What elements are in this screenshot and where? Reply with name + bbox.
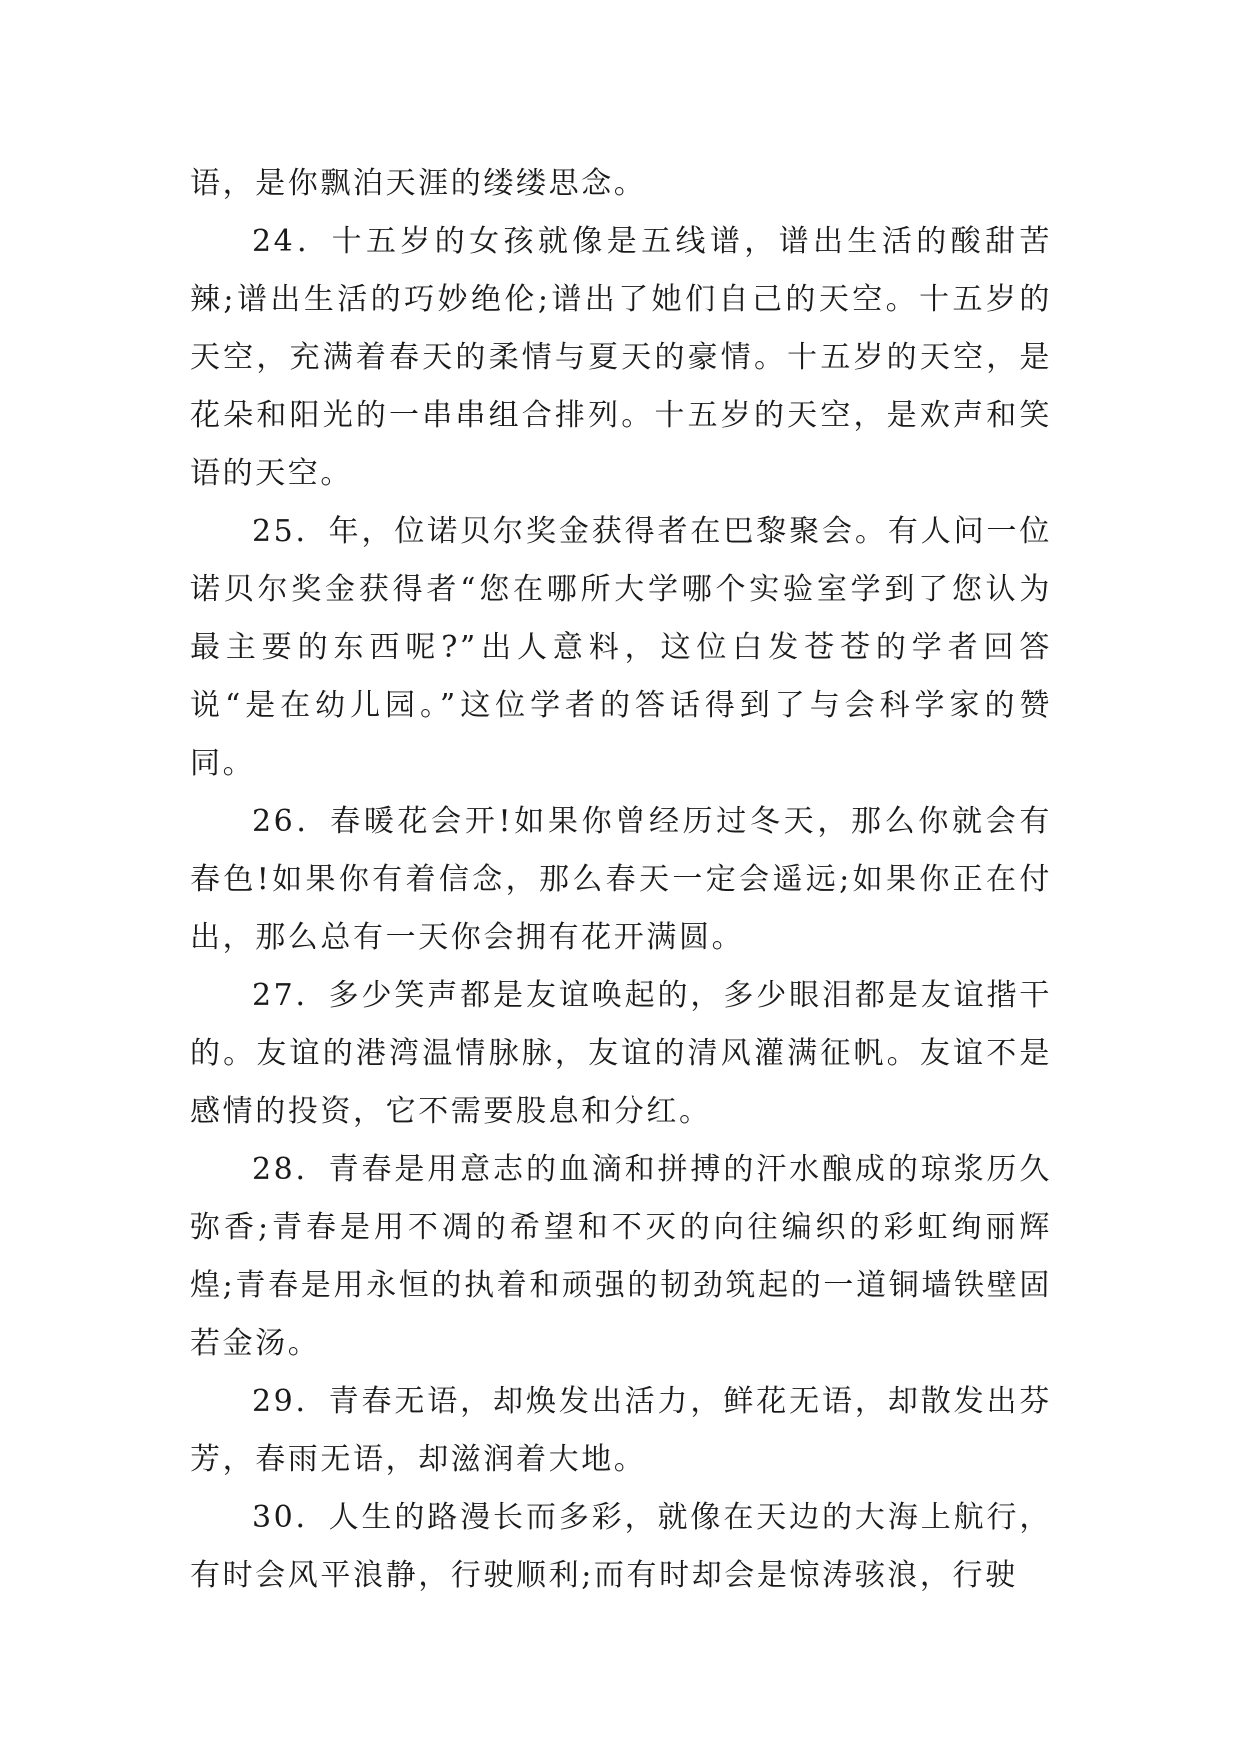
paragraph-continuation bbox=[190, 155, 1052, 213]
paragraph-26 bbox=[190, 793, 1052, 967]
paragraph-number: 26． bbox=[252, 804, 331, 839]
paragraph-number: 28． bbox=[252, 1152, 329, 1187]
paragraph-25 bbox=[190, 503, 1052, 793]
paragraph-text: 十五岁的女孩就像是五线谱，谱出生活的酸甜苦辣;谱出生活的巧妙绝伦;谱出了她们自己的天空。十五岁的天空，充满着春天的柔情与夏天的豪情。十五岁的天空，是花朵和阳光的一串串组合排列。十五岁的天空，是欢声和笑语的天空。 bbox=[190, 224, 1052, 491]
paragraph-30 bbox=[190, 1489, 1052, 1605]
document-body bbox=[190, 155, 1052, 1605]
paragraph-24 bbox=[190, 213, 1052, 503]
paragraph-text: 多少笑声都是友谊唤起的，多少眼泪都是友谊揩干的。友谊的港湾温情脉脉，友谊的清风灌满征帆。友谊不是感情的投资，它不需要股息和分红。 bbox=[190, 978, 1052, 1129]
paragraph-text: 人生的路漫长而多彩，就像在天边的大海上航行，有时会风平浪静，行驶顺利;而有时却会是惊涛骇浪，行驶 bbox=[190, 1500, 1052, 1593]
paragraph-text: 青春是用意志的血滴和拼搏的汗水酿成的琼浆历久弥香;青春是用不凋的希望和不灭的向往编织的彩虹绚丽辉煌;青春是用永恒的执着和顽强的韧劲筑起的一道铜墙铁壁固若金汤。 bbox=[190, 1152, 1052, 1361]
paragraph-28 bbox=[190, 1141, 1052, 1373]
paragraph-29 bbox=[190, 1373, 1052, 1489]
paragraph-text: 年，位诺贝尔奖金获得者在巴黎聚会。有人问一位诺贝尔奖金获得者“您在哪所大学哪个实验室学到了您认为最主要的东西呢?”出人意料，这位白发苍苍的学者回答说“是在幼儿园。”这位学者的答话得到了与会科学家的赞同。 bbox=[190, 514, 1052, 781]
paragraph-number: 29． bbox=[252, 1384, 329, 1419]
paragraph-number: 30． bbox=[252, 1500, 329, 1535]
paragraph-number: 27． bbox=[252, 978, 329, 1013]
paragraph-text: 青春无语，却焕发出活力，鲜花无语，却散发出芬芳，春雨无语，却滋润着大地。 bbox=[190, 1384, 1052, 1477]
paragraph-number: 25． bbox=[252, 514, 329, 549]
paragraph-text: 春暖花会开!如果你曾经历过冬天，那么你就会有春色!如果你有着信念，那么春天一定会遥远;如果你正在付出，那么总有一天你会拥有花开满圆。 bbox=[190, 804, 1052, 955]
paragraph-text: 语，是你飘泊天涯的缕缕思念。 bbox=[190, 166, 647, 201]
paragraph-number: 24． bbox=[252, 224, 332, 259]
paragraph-27 bbox=[190, 967, 1052, 1141]
